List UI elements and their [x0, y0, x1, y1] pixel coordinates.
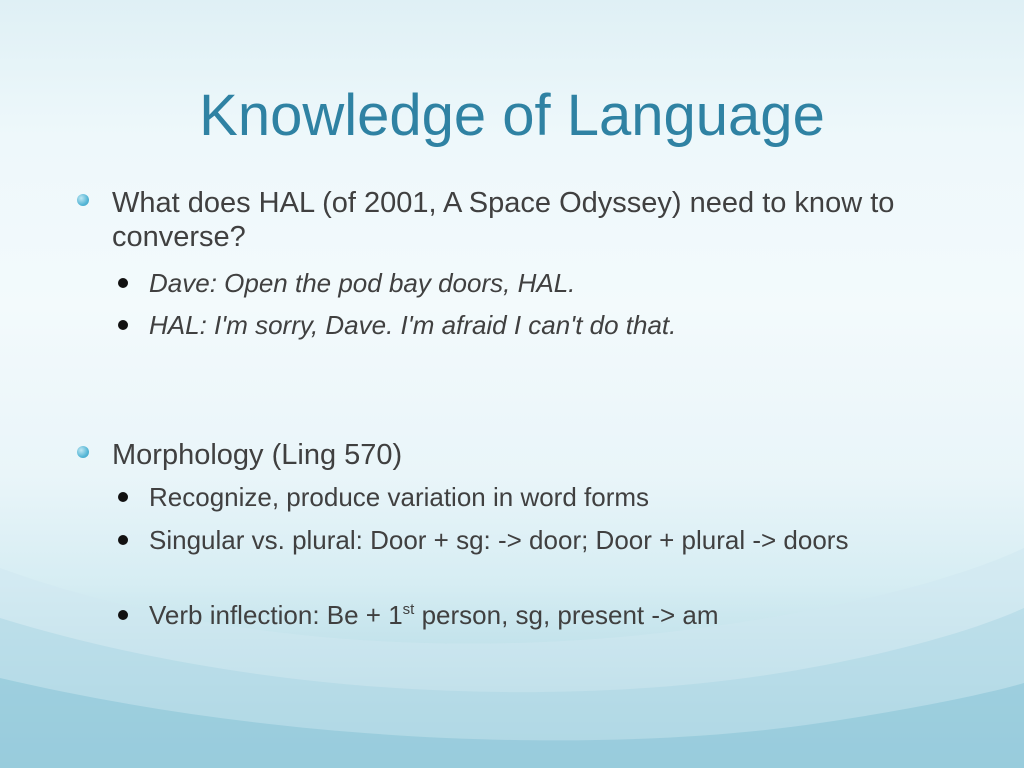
sub-bullet-verb-inflection	[149, 600, 939, 631]
bullet-icon	[77, 446, 89, 458]
verb-inflection-text-before: Verb inflection: Be + 1	[149, 600, 403, 630]
sub-bullet-recognize: Recognize, produce variation in word forms	[149, 482, 650, 512]
slide-title: Knowledge of Language	[199, 83, 825, 148]
verb-inflection-text-after: person, sg, present -> am	[414, 600, 719, 630]
sub-bullet-dave-quote: Dave: Open the pod bay doors, HAL.	[149, 268, 576, 298]
sub-bullet-icon	[118, 535, 128, 545]
sub-bullet-icon	[118, 320, 128, 330]
bullet-icon	[77, 194, 89, 206]
sub-bullet-icon	[118, 610, 128, 620]
sub-bullet-icon	[118, 278, 128, 288]
bullet-morphology: Morphology (Ling 570)	[112, 439, 403, 471]
bullet-hal-question: What does HAL (of 2001, A Space Odyssey) need to know to converse?	[112, 187, 895, 253]
sub-bullet-singular-plural: Singular vs. plural: Door + sg: -> door; Door + plural -> doors	[149, 525, 849, 555]
sub-bullet-hal-quote: HAL: I'm sorry, Dave. I'm afraid I can't do that.	[149, 310, 677, 340]
ordinal-superscript: st	[402, 601, 415, 618]
sub-bullet-icon	[118, 492, 128, 502]
